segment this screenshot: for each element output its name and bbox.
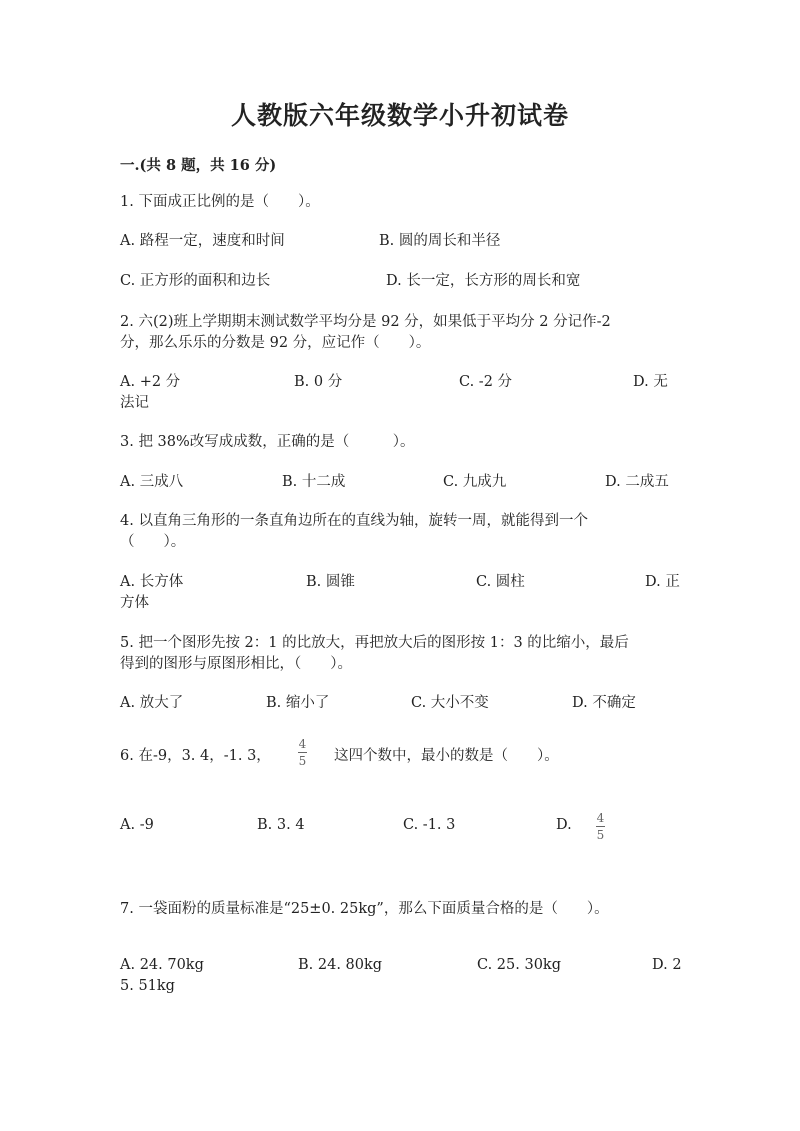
- question-1-option-c: C. 正方形的面积和边长: [120, 273, 271, 289]
- fraction-numerator: 4: [298, 737, 307, 751]
- question-4-stem-line2: （ ）。: [120, 534, 186, 550]
- question-6-stem-pre: 6. 在-9，3. 4，-1. 3，: [120, 748, 271, 764]
- question-6-option-c: C. -1. 3: [403, 817, 456, 833]
- question-3-stem: 3. 把 38%改写成成数，正确的是（ ）。: [120, 434, 415, 450]
- question-6-option-d-fraction: [596, 811, 605, 842]
- question-2-stem-line2: 分，那么乐乐的分数是 92 分，应记作（ ）。: [120, 335, 431, 351]
- fraction-bar: [596, 826, 605, 827]
- question-2-option-d-line1: D. 无: [633, 374, 668, 390]
- fraction-bar: [298, 752, 307, 753]
- question-2-option-b: B. 0 分: [294, 374, 343, 390]
- question-4-option-c: C. 圆柱: [476, 574, 525, 590]
- question-7-option-a: A. 24. 70kg: [120, 957, 204, 973]
- question-4-option-d-line2: 方体: [120, 595, 149, 611]
- question-1-option-a: A. 路程一定，速度和时间: [120, 233, 285, 249]
- question-2-option-a: A. +2 分: [120, 374, 181, 390]
- question-3-option-a: A. 三成八: [120, 474, 184, 490]
- fraction-numerator: 4: [596, 811, 605, 825]
- question-6-stem-post: 这四个数中，最小的数是（ ）。: [334, 748, 559, 764]
- question-5-option-a: A. 放大了: [120, 695, 184, 711]
- question-2-stem-line1: 2. 六(2)班上学期期末测试数学平均分是 92 分，如果低于平均分 2 分记作-2: [120, 314, 611, 330]
- question-7-option-d-line1: D. 2: [652, 957, 682, 973]
- question-1-stem: 1. 下面成正比例的是（ ）。: [120, 194, 320, 210]
- question-7-stem: 7. 一袋面粉的质量标准是“25±0. 25kg”，那么下面质量合格的是（ ）。: [120, 901, 609, 917]
- question-1-option-d: D. 长一定，长方形的周长和宽: [386, 273, 581, 289]
- question-7-option-d-line2: 5. 51kg: [120, 978, 175, 994]
- question-6-fraction: [298, 737, 307, 768]
- question-5-option-d: D. 不确定: [572, 695, 636, 711]
- question-2-option-d-line2: 法记: [120, 395, 149, 411]
- question-4-option-d-line1: D. 正: [645, 574, 680, 590]
- question-3-option-b: B. 十二成: [282, 474, 346, 490]
- question-6-option-d: D.: [556, 817, 572, 833]
- question-4-stem-line1: 4. 以直角三角形的一条直角边所在的直线为轴，旋转一周，就能得到一个: [120, 513, 588, 529]
- question-3-option-c: C. 九成九: [443, 474, 507, 490]
- question-5-option-c: C. 大小不变: [411, 695, 489, 711]
- fraction-denominator: 5: [298, 754, 307, 768]
- question-5-stem-line1: 5. 把一个图形先按 2：1 的比放大，再把放大后的图形按 1：3 的比缩小，最后: [120, 635, 629, 651]
- question-6-option-a: A. -9: [120, 817, 154, 833]
- question-7-option-b: B. 24. 80kg: [298, 957, 383, 973]
- question-3-option-d: D. 二成五: [605, 474, 669, 490]
- question-2-option-c: C. -2 分: [459, 374, 513, 390]
- question-6-option-b: B. 3. 4: [257, 817, 305, 833]
- page-title: 人教版六年级数学小升初试卷: [230, 101, 569, 130]
- question-5-stem-line2: 得到的图形与原图形相比，（ ）。: [120, 656, 352, 672]
- fraction-denominator: 5: [596, 828, 605, 842]
- question-5-option-b: B. 缩小了: [266, 695, 330, 711]
- question-1-option-b: B. 圆的周长和半径: [379, 233, 501, 249]
- question-4-option-a: A. 长方体: [120, 574, 184, 590]
- question-4-option-b: B. 圆锥: [306, 574, 355, 590]
- section-heading: 一.(共 8 题，共 16 分): [120, 157, 277, 174]
- question-7-option-c: C. 25. 30kg: [477, 957, 561, 973]
